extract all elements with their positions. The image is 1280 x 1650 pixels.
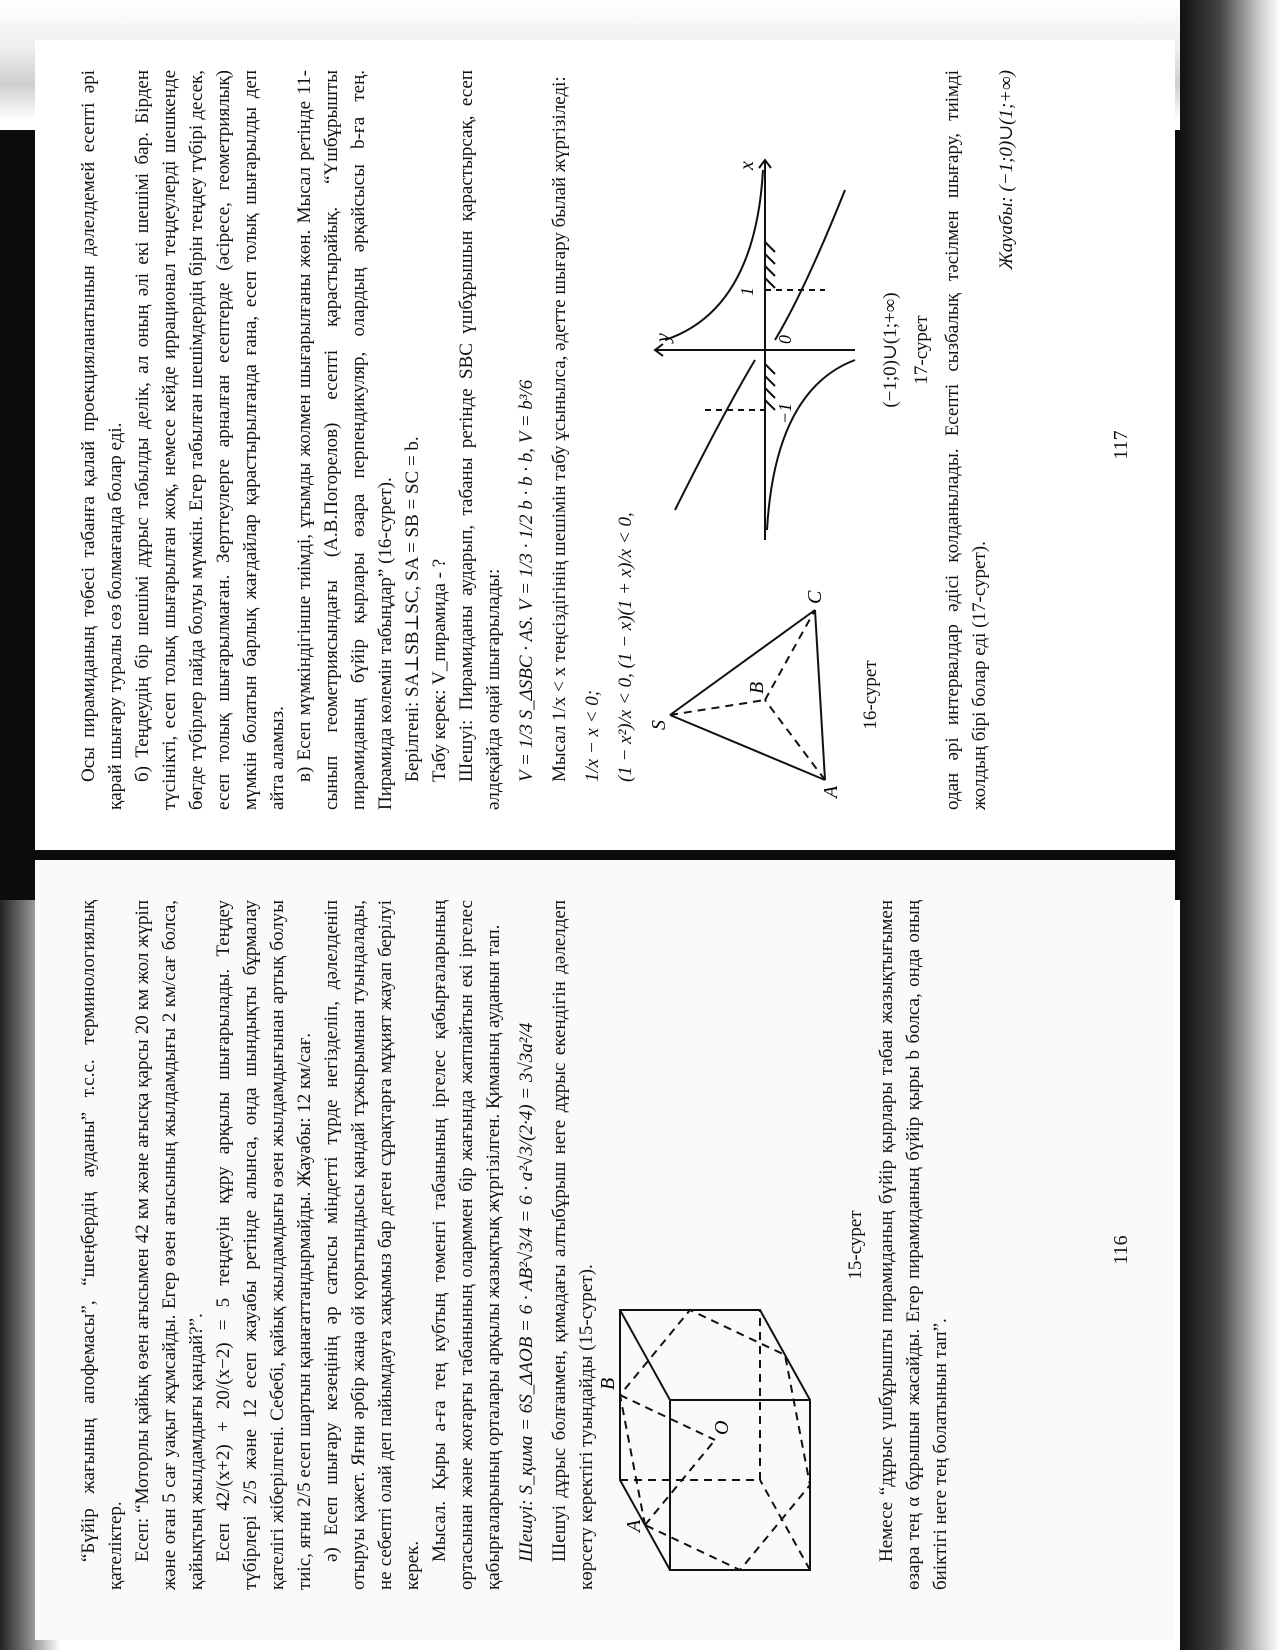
paragraph: Немесе “дұрыс үшбұрышты пирамиданың бүйір қырлары табан жазықтығымен өзара тең α бұрышын жасайды. Егер пирамиданың бүйір қыры b болса, онда оның биіктігі неге тең болатынын тап”. [876,900,951,1590]
hyperbola-graph [645,150,865,550]
page-number: 117 [1110,430,1132,460]
pyramid-diagram [645,580,845,810]
tick-label: −1 [775,402,795,424]
paragraph: Шешуі: Пирамиданы аударып, табаны ретінде SBC үшбұрышын қарастырсақ, есеп әлдеқайда оңай шығарылады: [456,70,504,810]
page-116 [35,860,1175,1640]
paragraph: Табу керек: V_пирамида - ? [429,558,450,782]
tick-label: 1 [737,287,757,296]
axis-label-x: x [736,161,758,170]
label-b: B [746,681,768,694]
label-a: A [820,785,842,798]
formula-inequality-step1: 1/x − x < 0; [582,689,603,782]
figure-caption: 15-сурет [845,1210,866,1280]
label-b: B [597,1377,619,1390]
formula-solution: Шешуі: S_қима = 6S_ΔAOB = 6 · AB²√3/4 = 6 · a²√3/(2·4) = 3√3a²/4 [516,1022,537,1562]
paragraph: Мысал. Қыры a-ға тең кубтың төменгі табанының іргелес қабырғаларының ортасынан және жоғарғы табанының оларммен бір жағында жатпайтын екі іргелес қабырғаларының орталары арқылы жазықтық жүргізілген. Қиманың ауданын тап. [429,900,504,1590]
figures-16-17 [645,70,939,810]
paragraph: “Бүйір жағының апофемасы”, “шеңбердің ауданы” т.с.с. терминологиялық қателіктер. [78,900,126,1590]
tick-label: 0 [775,335,795,344]
figure-caption: 16-сурет [860,660,881,730]
axis-label-y: y [652,333,674,342]
figure-caption: 17-сурет [911,315,932,385]
paragraph: ә) Есеп шығару кезеңінің әр сатысы міндетті түрде негізделіп, дәлелденіп отыруы қажет. Яғни әрбір жаңа ой қорытындысы қандай тұжырымнан туындалады, не себепті олай деп пайымдауға хақымыз бар деген сұрақтарға мұқият жауап берілуі керек. [321,900,423,1590]
paragraph: Мысал 1/x < x теңсіздігінің шешімін табу ұсынылса, әдетте шығару былай жүргізіледі: [549,76,570,782]
answer: Жауабы: (−1;0)∪(1;+∞) [996,70,1017,270]
figure-16 [645,580,888,810]
paragraph: Осы пирамиданың төбесі табанға қалай проекцияланатынын дәлелдемей есепті әрі қарай шығару туралы сөз болмағанда болар еді. [78,70,126,810]
paragraph: б) Теңдеудің бір шешімі дұрыс табылды делік, ал оның әлі екі шешімі бар. Бірден түсінікті, есеп толық шығарылған жоқ, немесе кейде иррационал теңдеулерді шешкенде бөгде түбірлер пайда болуы мүмкін. Егер табылған шешімдердің бірін теңдеу түбірі десек, есеп толық шығарылмаған. Зерттеулерге арналған есептерде (әсіресе, геометриялық) мүмкін болатын барлық жағдайлар қарастырылғанда ғана, есеп толық шығарылды деп айта аламыз. [132,70,288,810]
figure-15 [597,900,869,1590]
label-a: A [623,1519,645,1532]
paragraph: Есеп: “Моторлы қайық өзен ағысымен 42 км және ағысқа қарсы 20 км жол жүріп және оған 5 сағ уақыт жұмсайды. Егер өзен ағысының жылдамдығы 2 км/сағ болса, қайықтың жылдамдығы қандай?”. [132,900,207,1590]
paragraph: Есеп 42/(x+2) + 20/(x−2) = 5 теңдеуін құру арқылы шығарылады. Теңдеу түбірлері 2/5 және 12 есеп жауабы ретінде алынса, онда шындықты бұрмалау қателігі жіберілгені. Себебі, қайық жылдамдығы өзен жылдамдығынан артық болуы тиіс, яғни 2/5 есеп шартын қанағаттандырмайды. Жауабы: 12 км/сағ. [213,900,315,1590]
label-o: O [711,1420,733,1435]
interval-answer: (−1;0)∪(1;+∞) [880,292,901,408]
figure-17 [645,150,939,550]
paragraph: Берілгені: SA⊥SB⊥SC, SA = SB = SC = b. [402,436,423,782]
paragraph: в) Есеп мүмкіндігінше тиімді, ұтымды жолмен шығарылғаны жөн. Мысал ретінде 11-сынып геометриясындағы (А.В.Погорелов) есепті қарастырайық. “Үшбұрышты пирамиданың бүйір қырлары өзара перпендикуляр, олардың әрқайсысы b-ға тең. Пирамида көлемін табыңдар” (16-сурет). [294,70,396,810]
scan-right-edge [1180,0,1280,1650]
cube-section-diagram [597,1260,830,1590]
formula-volume: V = 1/3 S_ΔSBC · AS. V = 1/3 · 1/2 b · b · b, V = b³/6 [516,379,537,782]
paragraph: Шешуі дұрыс болғанмен, қимадағы алтыбұрыш неге дұрыс екендігін дәлелдеп көрсету керектігі туындайды (15-сурет). [549,900,597,1590]
page-number: 116 [1110,1235,1132,1265]
book-spread [35,40,1175,1640]
page-117 [35,40,1175,850]
label-s: S [648,720,670,730]
label-c: C [804,590,826,604]
formula-inequality-step2: (1 − x²)/x < 0, (1 − x)(1 + x)/x < 0, [615,512,636,782]
paragraph: одан әрі интервалдар әдісі қолданылады. Есепті сызбалық тәсілмен шығару, тиімді жолдың бірі болар еді (17-сурет). [942,70,990,810]
